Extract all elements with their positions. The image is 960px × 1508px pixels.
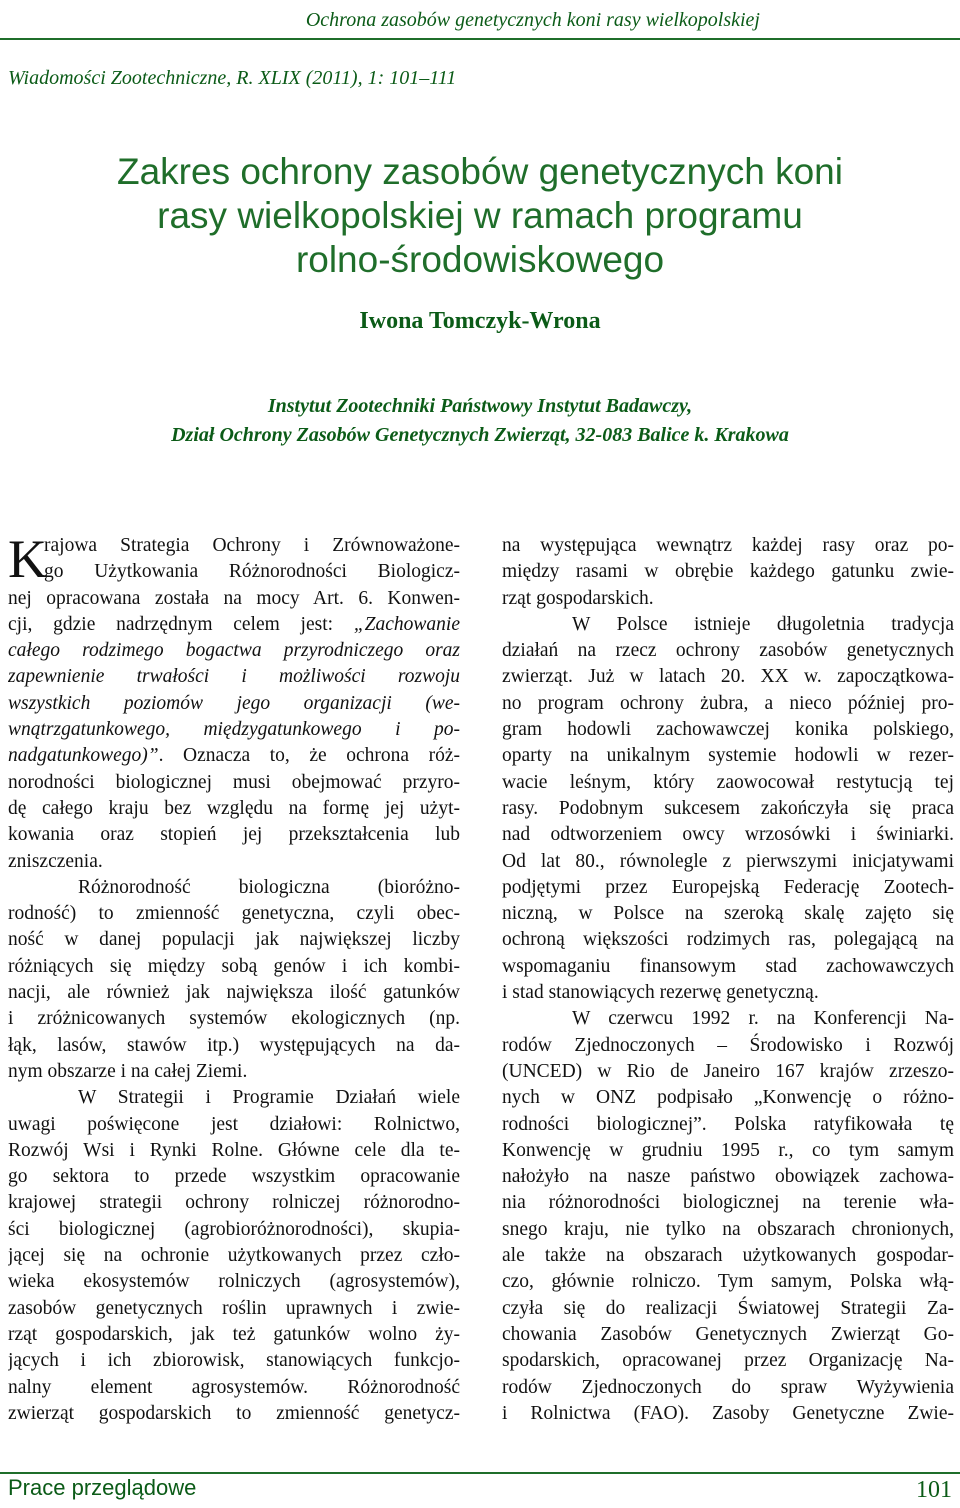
- title-line: rasy wielkopolskiej w ramach programu: [157, 195, 803, 236]
- text-line: [8, 1375, 460, 1401]
- text-segment: gram hodowli zachowawczej konika polskiego,: [502, 719, 954, 741]
- text-segment: wacie leśnym, który zaowocował restytucją tej: [502, 771, 954, 793]
- text-line: [502, 586, 954, 612]
- text-segment: i Rolnictwa (FAO). Zasoby Genetyczne Zwie-: [502, 1402, 954, 1424]
- text-segment: Konwencję w grudniu 1995 r., co tym samym: [502, 1139, 954, 1161]
- text-segment: norodności biologicznej musi obejmować przyro-: [8, 771, 460, 793]
- text-segment: jącej się na ochronie użytkowanych przez czło-: [8, 1245, 460, 1267]
- text-line: [8, 1164, 460, 1190]
- text-segment: wszystkich poziomów jego organizacji (we-: [8, 692, 460, 714]
- text-segment: zwierząt. Już w latach 20. XX w. zapoczątkowa-: [502, 666, 954, 688]
- text-line: [8, 717, 460, 743]
- text-segment: nym obszarze i na całej Ziemi.: [8, 1060, 248, 1082]
- affiliation-line: Instytut Zootechniki Państwowy Instytut Badawczy,: [267, 395, 693, 417]
- text-line: [502, 954, 954, 980]
- text-line: [502, 1059, 954, 1085]
- text-segment: podjętymi przez Europejską Federację Zootech-: [502, 876, 954, 898]
- text-line: [8, 612, 460, 638]
- text-segment: Rozwój Wsi i Rynki Rolne. Główne cele dla te-: [8, 1139, 460, 1161]
- text-line: [502, 1138, 954, 1164]
- text-line: [502, 1401, 954, 1427]
- text-line: [8, 691, 460, 717]
- text-segment: jących i ich zbiorowisk, stanowiących funkcjo-: [8, 1350, 460, 1372]
- text-segment: nałożyło na nasze państwo obowiązek zachowa-: [502, 1166, 954, 1188]
- text-segment: rząt gospodarskich.: [502, 587, 654, 609]
- title-line: rolno-środowiskowego: [295, 239, 665, 280]
- journal-reference: Wiadomości Zootechniczne, R. XLIX (2011), 1: 101–111: [8, 67, 457, 89]
- drop-cap: K: [8, 529, 47, 589]
- text-segment: rodów Zjednoczonych – Środowisko i Rozwój: [502, 1034, 954, 1056]
- text-segment: W Strategii i Programie Działań wiele: [78, 1087, 460, 1109]
- text-segment: . Oznacza to, że ochrona róż-: [158, 745, 460, 767]
- text-segment: Od lat 80., równolegle z pierwszymi inicjatywami: [502, 850, 954, 872]
- text-line: [8, 849, 460, 875]
- article-title: [0, 150, 960, 282]
- text-line: [502, 612, 954, 638]
- text-segment: ści biologicznej (agrobioróżnorodności), skupia-: [8, 1218, 460, 1240]
- text-segment: i zróżnicowanych systemów ekologicznych (np.: [8, 1008, 460, 1030]
- text-line: [8, 1006, 460, 1032]
- text-line: [8, 770, 460, 796]
- text-segment: spodarskich, opracowanej przez Organizację Na-: [502, 1350, 954, 1372]
- text-line: [8, 1401, 460, 1427]
- text-line: [502, 1190, 954, 1216]
- text-line: [502, 1322, 954, 1348]
- text-segment: zniszczenia.: [8, 850, 103, 872]
- text-line: [8, 1269, 460, 1295]
- text-segment: czyła się do realizacji Światowej Strategii Za-: [502, 1297, 954, 1319]
- text-segment: „Zachowanie: [353, 613, 460, 635]
- text-segment: oparty na unikalnym systemie hodowli w rezer-: [502, 745, 954, 767]
- text-line: [8, 980, 460, 1006]
- text-line: [8, 664, 460, 690]
- text-segment: W czerwcu 1992 r. na Konferencji Na-: [572, 1008, 954, 1030]
- text-line: [502, 1217, 954, 1243]
- body-column-right: [502, 533, 954, 1427]
- text-line: [8, 1296, 460, 1322]
- header-rule: [0, 38, 960, 40]
- text-segment: nad odtworzeniem owcy wrzosówki i świniarki.: [502, 824, 954, 846]
- text-segment: go sektora to przede wszystkim opracowanie: [8, 1166, 460, 1188]
- text-segment: na występująca wewnątrz każdej rasy oraz po-: [502, 535, 954, 556]
- text-segment: działań na rzecz ochrony zasobów genetycznych: [502, 640, 954, 662]
- text-segment: krajowej strategii ochrony rolniczej różnorodno-: [8, 1192, 460, 1214]
- text-segment: go Użytkowania Różnorodności Biologicz-: [44, 561, 460, 583]
- text-line: [502, 901, 954, 927]
- text-segment: nadgatunkowego)”: [8, 745, 159, 767]
- text-segment: zapewnienie trwałości i możliwości rozwoju: [8, 666, 460, 688]
- text-line: [8, 875, 460, 901]
- text-line: [502, 1085, 954, 1111]
- text-line: [8, 1243, 460, 1269]
- title-line: Zakres ochrony zasobów genetycznych koni: [117, 151, 843, 192]
- text-segment: rajowa Strategia Ochrony i Zrównoważone-: [44, 535, 460, 556]
- text-segment: wnątrzgatunkowego, międzygatunkowego i po-: [8, 719, 460, 741]
- text-line: [502, 1296, 954, 1322]
- text-line: [502, 664, 954, 690]
- text-segment: między rasami w obrębie każdego gatunku zwie-: [502, 561, 954, 583]
- text-line: [8, 1190, 460, 1216]
- text-line: [502, 533, 954, 559]
- text-line: [8, 1217, 460, 1243]
- text-segment: wspomaganiu finansowym stad zachowawczych: [502, 955, 954, 977]
- section-label: Prace przeglądowe: [8, 1475, 197, 1500]
- text-line: [502, 717, 954, 743]
- text-line: [8, 927, 460, 953]
- text-line: [8, 1112, 460, 1138]
- text-line: [8, 796, 460, 822]
- text-segment: W Polsce istnieje długoletnia tradycja: [572, 613, 954, 635]
- text-line: [502, 638, 954, 664]
- text-segment: łąk, lasów, stawów itp.) występujących na da-: [8, 1034, 460, 1056]
- text-segment: (UNCED) w Rio de Janeiro 167 krajów zrzeszo-: [502, 1060, 954, 1082]
- footer-rule: [0, 1472, 960, 1474]
- text-line: [8, 638, 460, 664]
- text-line: [502, 849, 954, 875]
- text-line: [8, 1059, 460, 1085]
- text-segment: Różnorodność biologiczna (bioróżno-: [78, 876, 460, 898]
- text-line: [502, 559, 954, 585]
- text-segment: ochroną większości rodzimych ras, polegającą na: [502, 929, 954, 951]
- text-segment: zwierząt gospodarskich to zmienność genetycz-: [8, 1402, 460, 1424]
- page-number: 101: [916, 1477, 952, 1503]
- text-line: [8, 1348, 460, 1374]
- text-segment: snego kraju, nie tylko na obszarach chronionych,: [502, 1218, 954, 1240]
- running-title: Ochrona zasobów genetycznych koni rasy wielkopolskiej: [305, 9, 760, 31]
- text-line: [8, 559, 460, 585]
- body-column-left: [8, 529, 460, 1427]
- author-name: Iwona Tomczyk-Wrona: [359, 308, 601, 334]
- text-line: [502, 1375, 954, 1401]
- text-line: [502, 1164, 954, 1190]
- text-segment: kowania oraz stopień jej przekształcenia lub: [8, 824, 460, 846]
- text-line: [502, 1348, 954, 1374]
- text-segment: rząt gospodarskich, jak też gatunków wolno ży-: [8, 1323, 460, 1345]
- text-line: [502, 796, 954, 822]
- text-line: [502, 980, 954, 1006]
- text-segment: nacji, ale również jak największa ilość gatunków: [8, 982, 460, 1004]
- text-line: [502, 1006, 954, 1032]
- text-segment: dę całego kraju bez względu na formę jej użyt-: [8, 797, 460, 819]
- text-line: [502, 822, 954, 848]
- text-line: [502, 875, 954, 901]
- text-segment: chowania Zasobów Genetycznych Zwierząt Go-: [502, 1323, 954, 1345]
- text-segment: uwagi poświęcone jest działowi: Rolnictwo,: [8, 1113, 460, 1135]
- text-line: [502, 1269, 954, 1295]
- text-segment: całego rodzimego bogactwa przyrodniczego oraz: [8, 640, 460, 662]
- text-line: [502, 743, 954, 769]
- text-segment: rasy. Podobnym sukcesem zakończyła się praca: [502, 797, 954, 819]
- text-line: [502, 1112, 954, 1138]
- text-line: [8, 1138, 460, 1164]
- text-segment: różniących się między sobą genów i ich kombi-: [8, 955, 460, 977]
- text-segment: zasobów genetycznych roślin uprawnych i zwie-: [8, 1297, 460, 1319]
- text-segment: rodności biologicznej”. Polska ratyfikowała tę: [502, 1113, 954, 1135]
- text-segment: ność w danej populacji jak największej liczby: [8, 929, 460, 951]
- text-segment: wieka ekosystemów rolniczych (agrosystemów),: [8, 1271, 460, 1293]
- text-segment: no program ochrony żubra, a nieco później pro-: [502, 692, 954, 714]
- text-segment: i stad stanowiących rezerwę genetyczną.: [502, 982, 819, 1004]
- text-line: [8, 1322, 460, 1348]
- text-line: [8, 954, 460, 980]
- author-affiliation: [0, 392, 960, 450]
- text-line: [8, 586, 460, 612]
- text-line: [502, 1243, 954, 1269]
- text-line: [502, 770, 954, 796]
- text-segment: nalny element agrosystemów. Różnorodność: [8, 1376, 460, 1398]
- text-line: [8, 533, 460, 559]
- text-segment: rodów Zjednoczonych do spraw Wyżywienia: [502, 1376, 954, 1398]
- affiliation-line: Dział Ochrony Zasobów Genetycznych Zwierząt, 32-083 Balice k. Krakowa: [171, 424, 789, 446]
- text-line: [502, 1033, 954, 1059]
- text-segment: nych w ONZ podpisało „Konwencję o różno-: [502, 1087, 954, 1109]
- text-segment: nia różnorodności biologicznej na terenie wła-: [502, 1192, 954, 1214]
- text-segment: nej opracowana została na mocy Art. 6. Konwen-: [8, 587, 460, 609]
- text-line: [502, 927, 954, 953]
- text-segment: czo, głównie rolniczo. Tym samym, Polska włą-: [502, 1271, 954, 1293]
- text-segment: rodność) to zmienność genetyczna, czyli obec-: [8, 903, 460, 925]
- text-line: [8, 1033, 460, 1059]
- text-line: [8, 822, 460, 848]
- text-line: [8, 743, 460, 769]
- text-segment: cji, gdzie nadrzędnym celem jest:: [8, 613, 354, 635]
- text-line: [502, 691, 954, 717]
- text-segment: niczną, w Polsce na szeroką skalę zajęto się: [502, 903, 954, 925]
- text-line: [8, 901, 460, 927]
- text-segment: ale także na obszarach użytkowanych gospodar-: [502, 1245, 954, 1267]
- text-line: [8, 1085, 460, 1111]
